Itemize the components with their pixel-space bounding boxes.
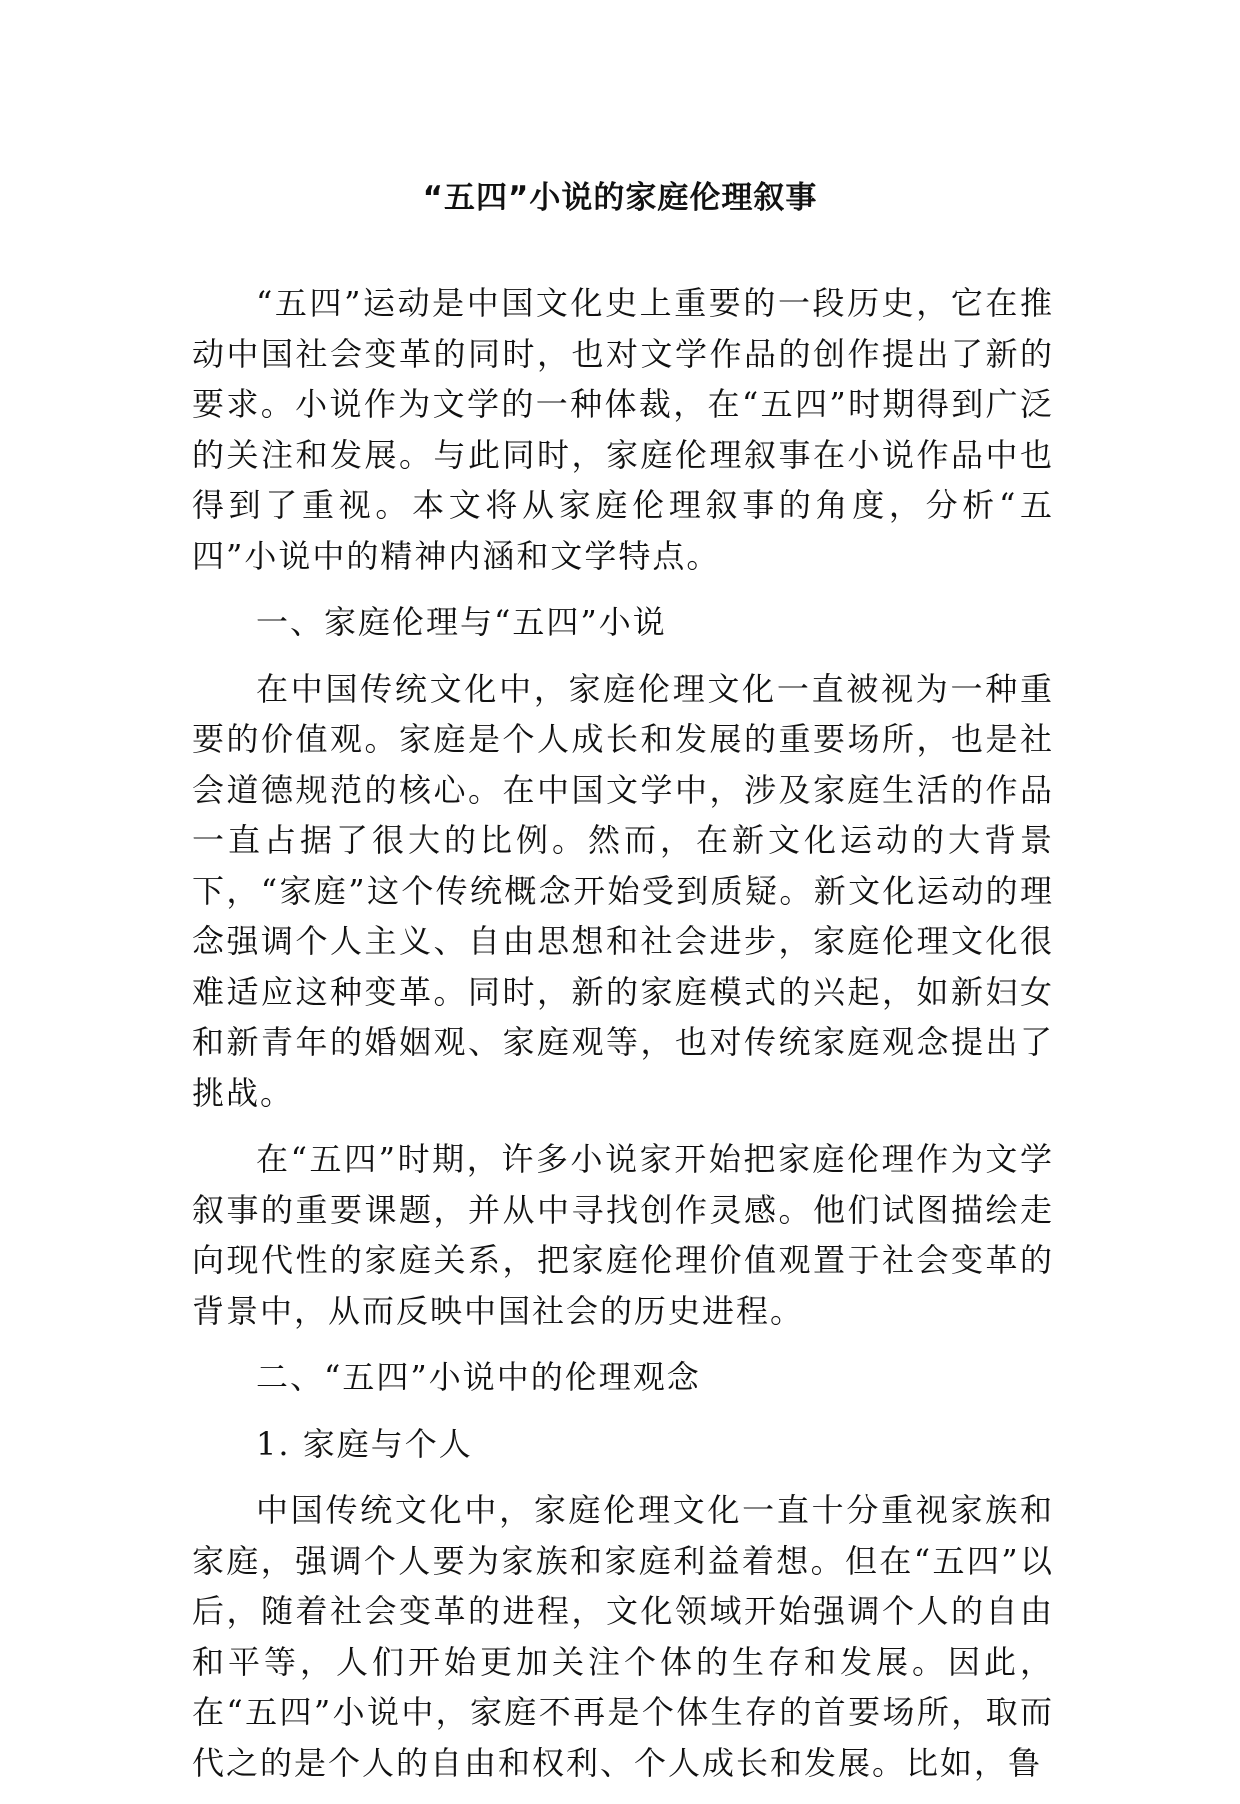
document-body — [192, 278, 1054, 1804]
section-1-paragraph-2: 在“五四”时期，许多小说家开始把家庭伦理作为文学叙事的重要课题，并从中寻找创作灵感。他们试图描绘走向现代性的家庭关系，把家庭伦理价值观置于社会变革的背景中，从而反映中国社会的历史进程。 — [192, 1140, 1054, 1330]
subsection-1-paragraph: 中国传统文化中，家庭伦理文化一直十分重视家族和家庭，强调个人要为家族和家庭利益着想。但在“五四”以后，随着社会变革的进程，文化领域开始强调个人的自由和平等，人们开始更加关注个体的生存和发展。因此，在“五四”小说中，家庭不再是个体生存的首要场所，取而代之的是个人的自由和权利、个人成长和发展。比如，鲁 — [192, 1491, 1054, 1782]
intro-paragraph: “五四”运动是中国文化史上重要的一段历史，它在推动中国社会变革的同时，也对文学作品的创作提出了新的要求。小说作为文学的一种体裁，在“五四”时期得到广泛的关注和发展。与此同时，家庭伦理叙事在小说作品中也得到了重视。本文将从家庭伦理叙事的角度，分析“五四”小说中的精神内涵和文学特点。 — [192, 284, 1054, 575]
section-1-paragraph-1: 在中国传统文化中，家庭伦理文化一直被视为一种重要的价值观。家庭是个人成长和发展的重要场所，也是社会道德规范的核心。在中国文学中，涉及家庭生活的作品一直占据了很大的比例。然而，在新文化运动的大背景下，“家庭”这个传统概念开始受到质疑。新文化运动的理念强调个人主义、自由思想和社会进步，家庭伦理文化很难适应这种变革。同时，新的家庭模式的兴起，如新妇女和新青年的婚姻观、家庭观等，也对传统家庭观念提出了挑战。 — [192, 669, 1054, 1112]
section-1-heading: 一、家庭伦理与“五四”小说 — [256, 603, 667, 641]
section-2-heading: 二、“五四”小说中的伦理观念 — [256, 1358, 701, 1396]
subsection-1-heading: 1. 家庭与个人 — [256, 1424, 473, 1463]
document-title: “五四”小说的家庭伦理叙事 — [422, 180, 818, 216]
